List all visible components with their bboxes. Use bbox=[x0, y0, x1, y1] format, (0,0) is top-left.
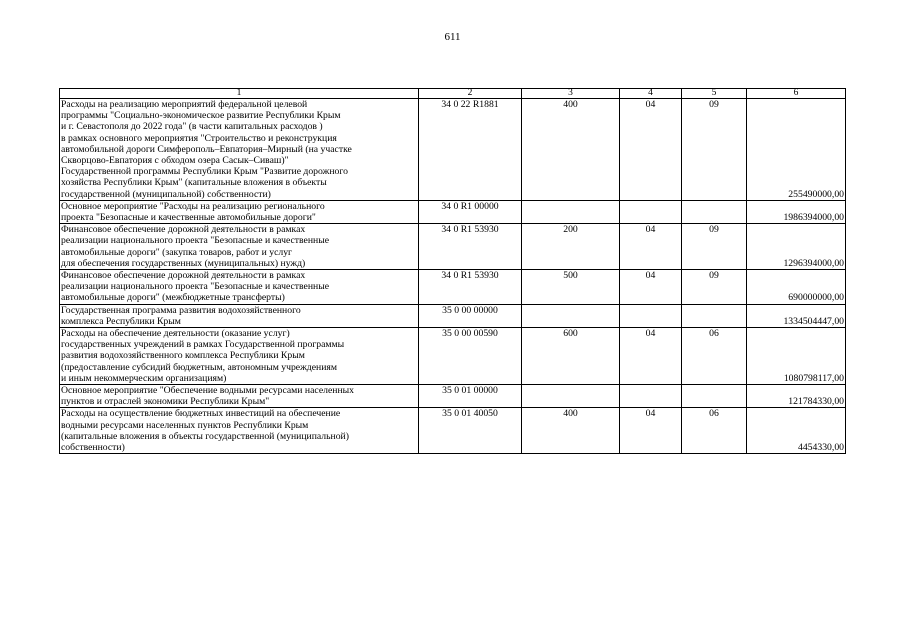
row-name: Расходы на обеспечение деятельности (оказание услуг) государственных учреждений в рамках Государственной программы развития водохозяйственного комплекса Республики Крым (предоставление субсидий бюджетным, автономным учреждениям и иным некоммерческим организациям) bbox=[60, 328, 419, 385]
header-cell-6: 6 bbox=[747, 89, 846, 99]
row-name: Государственная программа развития водохозяйственного комплекса Республики Крым bbox=[60, 304, 419, 327]
row-amount: 1080798117,00 bbox=[747, 328, 846, 385]
row-col3: 400 bbox=[522, 408, 620, 454]
row-col3: 400 bbox=[522, 99, 620, 201]
page-number: 611 bbox=[444, 31, 461, 43]
row-code: 34 0 R1 00000 bbox=[419, 200, 522, 223]
table-row bbox=[60, 270, 846, 305]
row-amount: 121784330,00 bbox=[747, 385, 846, 408]
row-col5: 06 bbox=[682, 408, 747, 454]
row-col3 bbox=[522, 385, 620, 408]
row-name: Расходы на реализацию мероприятий федеральной целевой программы "Социально-экономическое развитие Республики Крым и г. Севастополя до 2022 года" (в части капитальных расходов ) в рамках основного мероприятия "Строительство и реконструкция автомобильной дороги Симферополь–Евпатория–Мирный (на участке Скворцово-Евпатория с обходом озера Сасык–Сиваш)" Государственной программы Республики Крым "Развитие дорожного хозяйства Республики Крым" (капитальные вложения в объекты государственной (муниципальной) собственности) bbox=[60, 99, 419, 201]
row-col4: 04 bbox=[620, 224, 682, 270]
row-name: Основное мероприятие "Расходы на реализацию регионального проекта "Безопасные и качественные автомобильные дороги" bbox=[60, 200, 419, 223]
row-col5: 09 bbox=[682, 270, 747, 305]
table-row bbox=[60, 385, 846, 408]
row-code: 34 0 R1 53930 bbox=[419, 224, 522, 270]
row-amount: 1986394000,00 bbox=[747, 200, 846, 223]
row-code: 34 0 R1 53930 bbox=[419, 270, 522, 305]
row-col3 bbox=[522, 304, 620, 327]
row-code: 35 0 00 00000 bbox=[419, 304, 522, 327]
row-amount: 690000000,00 bbox=[747, 270, 846, 305]
header-cell-5: 5 bbox=[682, 89, 747, 99]
row-name: Финансовое обеспечение дорожной деятельности в рамках реализации национального проекта "Безопасные и качественные автомобильные дороги" (межбюджетные трансферты) bbox=[60, 270, 419, 305]
header-cell-1: 1 bbox=[60, 89, 419, 99]
row-col5: 06 bbox=[682, 328, 747, 385]
row-col3: 600 bbox=[522, 328, 620, 385]
row-amount: 1334504447,00 bbox=[747, 304, 846, 327]
row-col3: 200 bbox=[522, 224, 620, 270]
table-row bbox=[60, 224, 846, 270]
row-col3 bbox=[522, 200, 620, 223]
row-col4 bbox=[620, 200, 682, 223]
header-cell-3: 3 bbox=[522, 89, 620, 99]
row-col5: 09 bbox=[682, 99, 747, 201]
header-row bbox=[60, 89, 846, 99]
table-row bbox=[60, 200, 846, 223]
row-col5 bbox=[682, 304, 747, 327]
table-row bbox=[60, 328, 846, 385]
row-name: Основное мероприятие "Обеспечение водными ресурсами населенных пунктов и отраслей экономики Республики Крым" bbox=[60, 385, 419, 408]
row-col4: 04 bbox=[620, 408, 682, 454]
row-name: Расходы на осуществление бюджетных инвестиций на обеспечение водными ресурсами населенных пунктов Республики Крым (капитальные вложения в объекты государственной (муниципальной) собственности) bbox=[60, 408, 419, 454]
row-amount: 255490000,00 bbox=[747, 99, 846, 201]
row-amount: 1296394000,00 bbox=[747, 224, 846, 270]
table-row bbox=[60, 99, 846, 201]
row-code: 35 0 00 00590 bbox=[419, 328, 522, 385]
row-col4 bbox=[620, 304, 682, 327]
row-code: 34 0 22 R1881 bbox=[419, 99, 522, 201]
row-name: Финансовое обеспечение дорожной деятельности в рамках реализации национального проекта "Безопасные и качественные автомобильные дороги" (закупка товаров, работ и услуг для обеспечения государственных (муниципальных) нужд) bbox=[60, 224, 419, 270]
row-col4: 04 bbox=[620, 99, 682, 201]
row-col5 bbox=[682, 200, 747, 223]
table-row bbox=[60, 304, 846, 327]
row-col5 bbox=[682, 385, 747, 408]
row-code: 35 0 01 40050 bbox=[419, 408, 522, 454]
header-cell-2: 2 bbox=[419, 89, 522, 99]
row-col4: 04 bbox=[620, 270, 682, 305]
row-code: 35 0 01 00000 bbox=[419, 385, 522, 408]
row-col3: 500 bbox=[522, 270, 620, 305]
row-col5: 09 bbox=[682, 224, 747, 270]
header-cell-4: 4 bbox=[620, 89, 682, 99]
row-col4 bbox=[620, 385, 682, 408]
row-amount: 4454330,00 bbox=[747, 408, 846, 454]
row-col4: 04 bbox=[620, 328, 682, 385]
budget-table bbox=[59, 88, 846, 454]
table-row bbox=[60, 408, 846, 454]
